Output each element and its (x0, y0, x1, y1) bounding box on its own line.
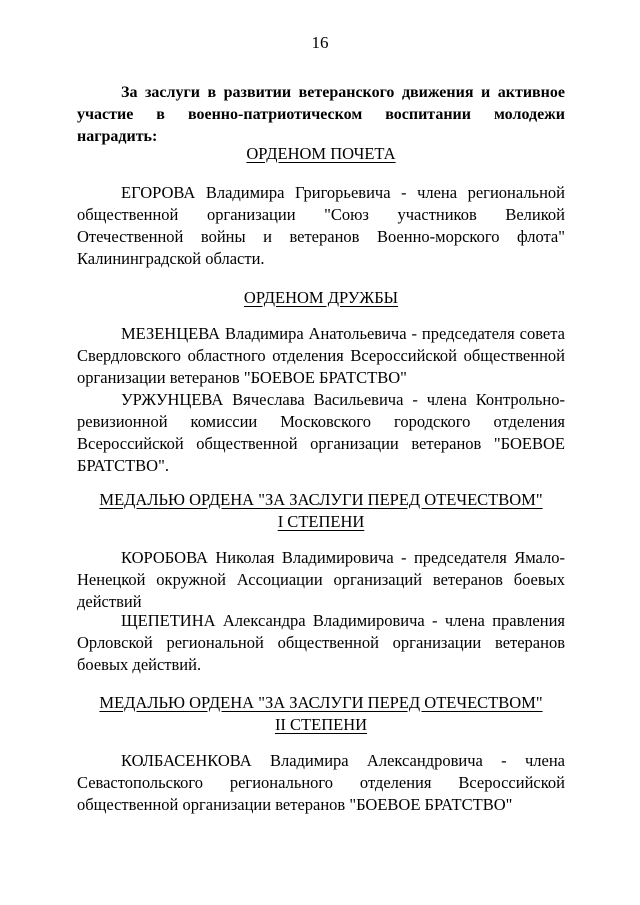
recipient-line: УРЖУНЦЕВА Вячеслава Васильевича - члена Контрольно- (121, 390, 565, 409)
award-heading (77, 143, 565, 165)
recipient-line: Ненецкой окружной Ассоциации организаций ветеранов боевых (77, 570, 565, 589)
recipient-line: Калининградской области. (77, 249, 265, 268)
award-heading (77, 287, 565, 309)
award-heading (77, 489, 565, 533)
recipient-line: Свердловского областного отделения Всероссийской общественной (77, 346, 565, 365)
award-heading-line: МЕДАЛЬЮ ОРДЕНА "ЗА ЗАСЛУГИ ПЕРЕД ОТЕЧЕСТВОМ" (99, 490, 543, 509)
recipient-line: Отечественной войны и ветеранов Военно-морского флота" (77, 227, 565, 246)
recipient-line: организации ветеранов "БОЕВОЕ БРАТСТВО" (77, 368, 407, 387)
recipient-line: боевых действий. (77, 655, 202, 674)
recipient-line: действий (77, 592, 142, 611)
intro-paragraph (77, 82, 565, 148)
recipient-line: ЩЕПЕТИНА Александра Владимировича - члена правления (121, 611, 565, 630)
intro-line: За заслуги в развитии ветеранского движения и активное (121, 84, 565, 101)
recipient-line: общественной организации ветеранов "БОЕВОЕ БРАТСТВО" (77, 795, 513, 814)
recipient-line: МЕЗЕНЦЕВА Владимира Анатольевича - председателя совета (121, 324, 565, 343)
award-heading-line: ОРДЕНОМ ДРУЖБЫ (243, 288, 399, 307)
recipient-line: КОЛБАСЕНКОВА Владимира Александровича - члена (121, 751, 565, 770)
award-recipient (77, 750, 565, 816)
award-heading-line: ОРДЕНОМ ПОЧЕТА (246, 144, 396, 163)
recipient-line: Севастопольского регионального отделения Всероссийской (77, 773, 565, 792)
award-recipient (77, 547, 565, 613)
award-heading (77, 692, 565, 736)
recipient-line: ЕГОРОВА Владимира Григорьевича - члена региональной (121, 183, 565, 202)
page-number: 16 (311, 33, 329, 52)
intro-line: наградить: (77, 128, 158, 145)
recipient-line: Орловской региональной общественной организации ветеранов (77, 633, 565, 652)
award-recipient (77, 323, 565, 389)
recipient-line: ревизионной комиссии Московского городского отделения (77, 412, 565, 431)
award-heading-line: II СТЕПЕНИ (274, 715, 368, 734)
award-recipient (77, 389, 565, 477)
award-recipient (77, 182, 565, 270)
recipient-line: Всероссийской общественной организации ветеранов "БОЕВОЕ (77, 434, 565, 453)
recipient-line: БРАТСТВО". (77, 456, 169, 475)
award-recipient (77, 610, 565, 676)
intro-line: участие в военно-патриотическом воспитании молодежи (77, 106, 565, 123)
award-heading-line: МЕДАЛЬЮ ОРДЕНА "ЗА ЗАСЛУГИ ПЕРЕД ОТЕЧЕСТВОМ" (99, 693, 543, 712)
recipient-line: КОРОБОВА Николая Владимировича - председателя Ямало- (121, 548, 565, 567)
award-heading-line: I СТЕПЕНИ (277, 512, 365, 531)
recipient-line: общественной организации "Союз участников Великой (77, 205, 565, 224)
